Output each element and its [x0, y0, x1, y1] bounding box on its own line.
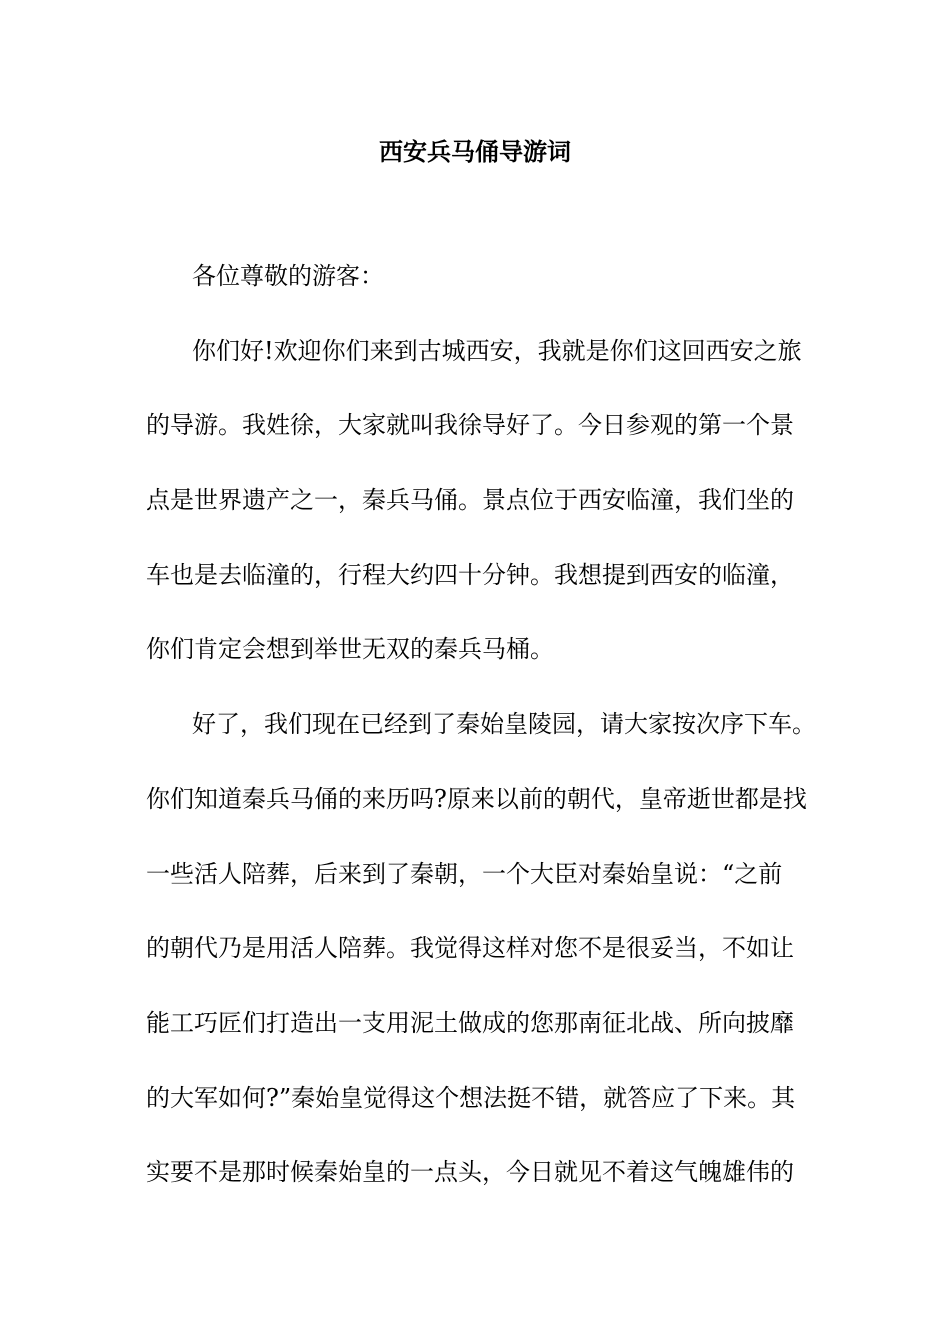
text-line: 实要不是那时候秦始皇的一点头，今日就见不着这气魄雄伟的: [146, 1158, 794, 1186]
text-line-greeting: 各位尊敬的游客：: [192, 262, 384, 290]
text-line: 能工巧匠们打造出一支用泥土做成的您那南征北战、所向披靡: [146, 1009, 794, 1037]
text-line: 一些活人陪葬，后来到了秦朝，一个大臣对秦始皇说：“之前: [146, 860, 783, 888]
text-line: 好了，我们现在已经到了秦始皇陵园，请大家按次序下车。: [192, 710, 816, 738]
text-line: 点是世界遗产之一，秦兵马俑。景点位于西安临潼，我们坐的: [146, 486, 794, 514]
text-line: 你们知道秦兵马俑的来历吗?原来以前的朝代，皇帝逝世都是找: [146, 785, 807, 813]
text-line: 你们好!欢迎你们来到古城西安，我就是你们这回西安之旅: [192, 337, 802, 365]
document-title: 西安兵马俑导游词: [379, 137, 571, 166]
text-line: 的大军如何?”秦始皇觉得这个想法挺不错，就答应了下来。其: [146, 1084, 796, 1112]
text-line: 的导游。我姓徐，大家就叫我徐导好了。今日参观的第一个景: [146, 411, 794, 439]
text-line: 的朝代乃是用活人陪葬。我觉得这样对您不是很妥当，不如让: [146, 934, 794, 962]
text-line: 车也是去临潼的，行程大约四十分钟。我想提到西安的临潼，: [146, 561, 794, 589]
text-line: 你们肯定会想到举世无双的秦兵马桶。: [146, 635, 554, 663]
